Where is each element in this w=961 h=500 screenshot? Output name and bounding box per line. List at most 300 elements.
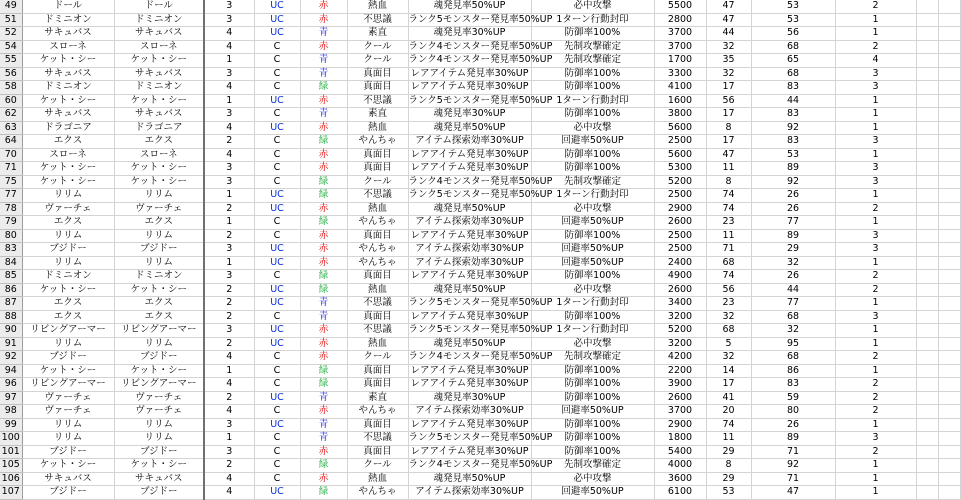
name-cell[interactable]: ケット・シー	[22, 364, 114, 378]
ability-cell[interactable]: 防御率100%	[531, 418, 654, 432]
rank-cell[interactable]: 3	[204, 445, 254, 459]
rarity-cell[interactable]: C	[254, 229, 300, 243]
base-name-cell[interactable]: サキュバス	[114, 108, 204, 122]
personality-cell[interactable]: やんちゃ	[347, 216, 408, 230]
ability-cell[interactable]: 回避率50%UP	[531, 256, 654, 270]
empty-cell[interactable]	[916, 135, 938, 149]
name-cell[interactable]: リリム	[22, 418, 114, 432]
base-name-cell[interactable]: リリム	[114, 337, 204, 351]
count-cell[interactable]: 1	[835, 189, 916, 203]
hp-cell[interactable]: 3800	[654, 108, 706, 122]
stat-b-cell[interactable]: 53	[751, 0, 835, 13]
name-cell[interactable]: リリム	[22, 229, 114, 243]
stat-b-cell[interactable]: 71	[751, 472, 835, 486]
row-header[interactable]: 99	[0, 418, 22, 432]
rank-cell[interactable]: 4	[204, 121, 254, 135]
row-header[interactable]: 71	[0, 162, 22, 176]
personality-cell[interactable]: 真面目	[347, 148, 408, 162]
color-cell[interactable]: 緑	[300, 175, 347, 189]
empty-cell[interactable]	[916, 459, 938, 473]
empty-cell[interactable]	[916, 324, 938, 338]
ability-cell[interactable]: 防御率100%	[531, 148, 654, 162]
rarity-cell[interactable]: C	[254, 135, 300, 149]
stat-a-cell[interactable]: 68	[706, 324, 751, 338]
stat-a-cell[interactable]: 35	[706, 54, 751, 68]
name-cell[interactable]: エクス	[22, 297, 114, 311]
color-cell[interactable]: 青	[300, 108, 347, 122]
personality-cell[interactable]: 不思議	[347, 189, 408, 203]
count-cell[interactable]: 2	[835, 40, 916, 54]
base-name-cell[interactable]: ドミニオン	[114, 81, 204, 95]
rarity-cell[interactable]: C	[254, 351, 300, 365]
ability-cell[interactable]: 先制攻撃確定	[531, 351, 654, 365]
empty-cell[interactable]	[938, 324, 960, 338]
hp-cell[interactable]: 5300	[654, 162, 706, 176]
count-cell[interactable]: 1	[835, 418, 916, 432]
hp-cell[interactable]: 2500	[654, 229, 706, 243]
rarity-cell[interactable]: UC	[254, 283, 300, 297]
personality-cell[interactable]: やんちゃ	[347, 405, 408, 419]
skill-cell[interactable]: ランク4モンスター発見率50%UP	[408, 459, 553, 471]
rarity-cell[interactable]: UC	[254, 27, 300, 41]
rank-cell[interactable]: 3	[204, 108, 254, 122]
color-cell[interactable]: 赤	[300, 148, 347, 162]
ability-cell[interactable]: 防御率100%	[531, 391, 654, 405]
hp-cell[interactable]: 5200	[654, 175, 706, 189]
base-name-cell[interactable]: ヴァーチェ	[114, 405, 204, 419]
empty-cell[interactable]	[916, 472, 938, 486]
personality-cell[interactable]: 熱血	[347, 121, 408, 135]
name-cell[interactable]: ドラゴニア	[22, 121, 114, 135]
base-name-cell[interactable]: エクス	[114, 216, 204, 230]
empty-cell[interactable]	[916, 405, 938, 419]
personality-cell[interactable]: 素直	[347, 27, 408, 41]
color-cell[interactable]: 緑	[300, 459, 347, 473]
personality-cell[interactable]: やんちゃ	[347, 256, 408, 270]
rarity-cell[interactable]: C	[254, 108, 300, 122]
rank-cell[interactable]: 3	[204, 418, 254, 432]
rarity-cell[interactable]: C	[254, 364, 300, 378]
color-cell[interactable]: 赤	[300, 162, 347, 176]
personality-cell[interactable]: 不思議	[347, 94, 408, 108]
skill-cell[interactable]: アイテム探索効率30%UP	[408, 486, 531, 500]
rarity-cell[interactable]: UC	[254, 256, 300, 270]
personality-cell[interactable]: クール	[347, 54, 408, 68]
personality-cell[interactable]: 真面目	[347, 445, 408, 459]
stat-b-cell[interactable]: 92	[751, 459, 835, 473]
color-cell[interactable]: 緑	[300, 216, 347, 230]
name-cell[interactable]: ブジドー	[22, 351, 114, 365]
empty-cell[interactable]	[916, 13, 938, 27]
stat-b-cell[interactable]: 68	[751, 40, 835, 54]
count-cell[interactable]: 1	[835, 121, 916, 135]
name-cell[interactable]: ブジドー	[22, 243, 114, 257]
row-header[interactable]: 55	[0, 54, 22, 68]
name-cell[interactable]: ドミニオン	[22, 81, 114, 95]
name-cell[interactable]: ヴァーチェ	[22, 202, 114, 216]
rarity-cell[interactable]: UC	[254, 13, 300, 27]
count-cell[interactable]: 1	[835, 324, 916, 338]
row-header[interactable]: 64	[0, 135, 22, 149]
color-cell[interactable]: 赤	[300, 324, 347, 338]
stat-b-cell[interactable]: 59	[751, 391, 835, 405]
row-header[interactable]: 106	[0, 472, 22, 486]
ability-cell[interactable]: 回避率50%UP	[531, 135, 654, 149]
rank-cell[interactable]: 4	[204, 351, 254, 365]
name-cell[interactable]: ブジドー	[22, 445, 114, 459]
base-name-cell[interactable]: スローネ	[114, 148, 204, 162]
stat-b-cell[interactable]: 44	[751, 94, 835, 108]
skill-cell[interactable]: 魂発見率50%UP	[408, 337, 531, 351]
hp-cell[interactable]: 5200	[654, 324, 706, 338]
stat-b-cell[interactable]: 26	[751, 202, 835, 216]
rarity-cell[interactable]: C	[254, 378, 300, 392]
count-cell[interactable]: 2	[835, 0, 916, 13]
hp-cell[interactable]: 2500	[654, 189, 706, 203]
color-cell[interactable]: 緑	[300, 283, 347, 297]
color-cell[interactable]: 緑	[300, 378, 347, 392]
count-cell[interactable]: 1	[835, 486, 916, 500]
personality-cell[interactable]: クール	[347, 351, 408, 365]
base-name-cell[interactable]: ヴァーチェ	[114, 202, 204, 216]
stat-b-cell[interactable]: 86	[751, 364, 835, 378]
empty-cell[interactable]	[916, 351, 938, 365]
hp-cell[interactable]: 5600	[654, 148, 706, 162]
stat-a-cell[interactable]: 17	[706, 135, 751, 149]
ability-cell[interactable]: 必中攻撃	[531, 283, 654, 297]
row-header[interactable]: 80	[0, 229, 22, 243]
name-cell[interactable]: リリム	[22, 189, 114, 203]
ability-cell[interactable]: 先制攻撃確定	[531, 459, 654, 473]
rarity-cell[interactable]: C	[254, 175, 300, 189]
stat-a-cell[interactable]: 47	[706, 13, 751, 27]
personality-cell[interactable]: 真面目	[347, 418, 408, 432]
row-header[interactable]: 88	[0, 310, 22, 324]
ability-cell[interactable]: 1ターン行動封印	[531, 13, 654, 27]
empty-cell[interactable]	[938, 337, 960, 351]
name-cell[interactable]: ケット・シー	[22, 54, 114, 68]
empty-cell[interactable]	[916, 297, 938, 311]
name-cell[interactable]: ケット・シー	[22, 175, 114, 189]
empty-cell[interactable]	[938, 175, 960, 189]
rank-cell[interactable]: 3	[204, 67, 254, 81]
rank-cell[interactable]: 1	[204, 189, 254, 203]
rank-cell[interactable]: 2	[204, 459, 254, 473]
skill-cell[interactable]: 魂発見率50%UP	[408, 202, 531, 216]
skill-cell[interactable]: アイテム探索効率30%UP	[408, 256, 531, 270]
color-cell[interactable]: 青	[300, 418, 347, 432]
name-cell[interactable]: リビングアーマー	[22, 378, 114, 392]
ability-cell[interactable]: 必中攻撃	[531, 472, 654, 486]
stat-a-cell[interactable]: 17	[706, 108, 751, 122]
ability-cell[interactable]: 1ターン行動封印	[531, 94, 654, 108]
base-name-cell[interactable]: ブジドー	[114, 445, 204, 459]
stat-a-cell[interactable]: 53	[706, 486, 751, 500]
base-name-cell[interactable]: リリム	[114, 256, 204, 270]
row-header[interactable]: 83	[0, 243, 22, 257]
row-header[interactable]: 49	[0, 0, 22, 13]
base-name-cell[interactable]: ケット・シー	[114, 459, 204, 473]
skill-cell[interactable]: アイテム探索効率30%UP	[408, 135, 531, 149]
skill-cell[interactable]: ランク4モンスター発見率50%UP	[408, 54, 553, 66]
personality-cell[interactable]: 不思議	[347, 297, 408, 311]
stat-b-cell[interactable]: 83	[751, 81, 835, 95]
name-cell[interactable]: ブジドー	[22, 486, 114, 500]
row-header[interactable]: 60	[0, 94, 22, 108]
ability-cell[interactable]: 防御率100%	[531, 378, 654, 392]
rarity-cell[interactable]: C	[254, 148, 300, 162]
count-cell[interactable]: 1	[835, 13, 916, 27]
personality-cell[interactable]: やんちゃ	[347, 135, 408, 149]
color-cell[interactable]: 赤	[300, 405, 347, 419]
ability-cell[interactable]: 必中攻撃	[531, 0, 654, 13]
stat-b-cell[interactable]: 80	[751, 405, 835, 419]
hp-cell[interactable]: 2900	[654, 202, 706, 216]
count-cell[interactable]: 3	[835, 67, 916, 81]
skill-cell[interactable]: レアアイテム発見率30%UP	[408, 310, 531, 324]
stat-a-cell[interactable]: 29	[706, 445, 751, 459]
empty-cell[interactable]	[938, 0, 960, 13]
base-name-cell[interactable]: ヴァーチェ	[114, 391, 204, 405]
personality-cell[interactable]: 熱血	[347, 337, 408, 351]
rank-cell[interactable]: 1	[204, 94, 254, 108]
ability-cell[interactable]: 防御率100%	[531, 310, 654, 324]
personality-cell[interactable]: 真面目	[347, 364, 408, 378]
stat-b-cell[interactable]: 92	[751, 121, 835, 135]
color-cell[interactable]: 赤	[300, 229, 347, 243]
stat-b-cell[interactable]: 44	[751, 283, 835, 297]
stat-a-cell[interactable]: 32	[706, 310, 751, 324]
base-name-cell[interactable]: リリム	[114, 418, 204, 432]
count-cell[interactable]: 2	[835, 405, 916, 419]
ability-cell[interactable]: 必中攻撃	[531, 121, 654, 135]
empty-cell[interactable]	[916, 256, 938, 270]
skill-cell[interactable]: アイテム探索効率30%UP	[408, 243, 531, 257]
stat-a-cell[interactable]: 11	[706, 162, 751, 176]
personality-cell[interactable]: 素直	[347, 391, 408, 405]
row-header[interactable]: 70	[0, 148, 22, 162]
empty-cell[interactable]	[938, 81, 960, 95]
personality-cell[interactable]: 不思議	[347, 13, 408, 27]
empty-cell[interactable]	[916, 432, 938, 446]
rank-cell[interactable]: 3	[204, 243, 254, 257]
stat-a-cell[interactable]: 71	[706, 243, 751, 257]
color-cell[interactable]: 緑	[300, 270, 347, 284]
empty-cell[interactable]	[916, 175, 938, 189]
empty-cell[interactable]	[938, 405, 960, 419]
ability-cell[interactable]: 回避率50%UP	[531, 405, 654, 419]
hp-cell[interactable]: 2600	[654, 216, 706, 230]
hp-cell[interactable]: 3300	[654, 67, 706, 81]
count-cell[interactable]: 1	[835, 148, 916, 162]
base-name-cell[interactable]: ドール	[114, 0, 204, 13]
skill-cell[interactable]: レアアイテム発見率30%UP	[408, 162, 531, 176]
count-cell[interactable]: 1	[835, 216, 916, 230]
skill-cell[interactable]: ランク5モンスター発見率50%UP	[408, 189, 553, 201]
color-cell[interactable]: 青	[300, 27, 347, 41]
personality-cell[interactable]: クール	[347, 175, 408, 189]
empty-cell[interactable]	[916, 94, 938, 108]
base-name-cell[interactable]: リリム	[114, 189, 204, 203]
name-cell[interactable]: リリム	[22, 256, 114, 270]
rarity-cell[interactable]: C	[254, 459, 300, 473]
row-header[interactable]: 75	[0, 175, 22, 189]
count-cell[interactable]: 3	[835, 243, 916, 257]
color-cell[interactable]: 緑	[300, 189, 347, 203]
hp-cell[interactable]: 3600	[654, 472, 706, 486]
count-cell[interactable]: 2	[835, 270, 916, 284]
skill-cell[interactable]: アイテム探索効率30%UP	[408, 405, 531, 419]
base-name-cell[interactable]: エクス	[114, 310, 204, 324]
hp-cell[interactable]: 2600	[654, 391, 706, 405]
personality-cell[interactable]: 真面目	[347, 162, 408, 176]
empty-cell[interactable]	[916, 337, 938, 351]
color-cell[interactable]: 青	[300, 67, 347, 81]
hp-cell[interactable]: 4200	[654, 351, 706, 365]
hp-cell[interactable]: 2500	[654, 135, 706, 149]
empty-cell[interactable]	[938, 351, 960, 365]
ability-cell[interactable]: 防御率100%	[531, 445, 654, 459]
rarity-cell[interactable]: C	[254, 216, 300, 230]
color-cell[interactable]: 赤	[300, 337, 347, 351]
skill-cell[interactable]: レアアイテム発見率30%UP	[408, 378, 531, 392]
count-cell[interactable]: 3	[835, 229, 916, 243]
empty-cell[interactable]	[938, 486, 960, 500]
stat-a-cell[interactable]: 8	[706, 175, 751, 189]
skill-cell[interactable]: レアアイテム発見率30%UP	[408, 418, 531, 432]
personality-cell[interactable]: クール	[347, 40, 408, 54]
ability-cell[interactable]: 防御率100%	[531, 270, 654, 284]
stat-b-cell[interactable]: 32	[751, 324, 835, 338]
base-name-cell[interactable]: リビングアーマー	[114, 324, 204, 338]
empty-cell[interactable]	[938, 472, 960, 486]
color-cell[interactable]: 緑	[300, 135, 347, 149]
color-cell[interactable]: 青	[300, 310, 347, 324]
ability-cell[interactable]: 防御率100%	[531, 67, 654, 81]
personality-cell[interactable]: 不思議	[347, 324, 408, 338]
stat-b-cell[interactable]: 26	[751, 270, 835, 284]
name-cell[interactable]: エクス	[22, 216, 114, 230]
empty-cell[interactable]	[938, 108, 960, 122]
rank-cell[interactable]: 4	[204, 81, 254, 95]
base-name-cell[interactable]: エクス	[114, 297, 204, 311]
personality-cell[interactable]: 真面目	[347, 378, 408, 392]
empty-cell[interactable]	[938, 148, 960, 162]
hp-cell[interactable]: 3700	[654, 27, 706, 41]
rank-cell[interactable]: 3	[204, 162, 254, 176]
ability-cell[interactable]: 防御率100%	[531, 27, 654, 41]
row-header[interactable]: 51	[0, 13, 22, 27]
stat-a-cell[interactable]: 74	[706, 189, 751, 203]
rank-cell[interactable]: 3	[204, 175, 254, 189]
row-header[interactable]: 92	[0, 351, 22, 365]
count-cell[interactable]: 2	[835, 202, 916, 216]
empty-cell[interactable]	[938, 459, 960, 473]
row-header[interactable]: 52	[0, 27, 22, 41]
rank-cell[interactable]: 2	[204, 391, 254, 405]
personality-cell[interactable]: 真面目	[347, 229, 408, 243]
rank-cell[interactable]: 3	[204, 324, 254, 338]
empty-cell[interactable]	[938, 27, 960, 41]
row-header[interactable]: 101	[0, 445, 22, 459]
empty-cell[interactable]	[938, 297, 960, 311]
count-cell[interactable]: 3	[835, 175, 916, 189]
name-cell[interactable]: サキュバス	[22, 67, 114, 81]
base-name-cell[interactable]: ケット・シー	[114, 175, 204, 189]
count-cell[interactable]: 3	[835, 162, 916, 176]
empty-cell[interactable]	[938, 243, 960, 257]
hp-cell[interactable]: 3700	[654, 405, 706, 419]
count-cell[interactable]: 3	[835, 432, 916, 446]
base-name-cell[interactable]: ブジドー	[114, 351, 204, 365]
empty-cell[interactable]	[938, 216, 960, 230]
stat-b-cell[interactable]: 47	[751, 486, 835, 500]
stat-a-cell[interactable]: 74	[706, 202, 751, 216]
hp-cell[interactable]: 1700	[654, 54, 706, 68]
personality-cell[interactable]: 熱血	[347, 202, 408, 216]
rank-cell[interactable]: 3	[204, 0, 254, 13]
base-name-cell[interactable]: サキュバス	[114, 27, 204, 41]
hp-cell[interactable]: 1600	[654, 94, 706, 108]
rarity-cell[interactable]: C	[254, 54, 300, 68]
empty-cell[interactable]	[916, 189, 938, 203]
count-cell[interactable]: 2	[835, 445, 916, 459]
rank-cell[interactable]: 4	[204, 148, 254, 162]
rank-cell[interactable]: 2	[204, 135, 254, 149]
empty-cell[interactable]	[916, 378, 938, 392]
row-header[interactable]: 91	[0, 337, 22, 351]
empty-cell[interactable]	[938, 94, 960, 108]
skill-cell[interactable]: ランク5モンスター発見率50%UP	[408, 94, 553, 106]
skill-cell[interactable]: ランク4モンスター発見率50%UP	[408, 351, 553, 363]
base-name-cell[interactable]: ドラゴニア	[114, 121, 204, 135]
empty-cell[interactable]	[916, 243, 938, 257]
base-name-cell[interactable]: ブジドー	[114, 486, 204, 500]
skill-cell[interactable]: ランク4モンスター発見率50%UP	[408, 40, 553, 52]
ability-cell[interactable]: 防御率100%	[531, 81, 654, 95]
base-name-cell[interactable]: ドミニオン	[114, 270, 204, 284]
color-cell[interactable]: 赤	[300, 472, 347, 486]
stat-b-cell[interactable]: 32	[751, 256, 835, 270]
rank-cell[interactable]: 2	[204, 283, 254, 297]
count-cell[interactable]: 1	[835, 297, 916, 311]
skill-cell[interactable]: ランク5モンスター発見率50%UP	[408, 297, 553, 309]
rarity-cell[interactable]: C	[254, 270, 300, 284]
stat-a-cell[interactable]: 32	[706, 351, 751, 365]
row-header[interactable]: 96	[0, 378, 22, 392]
name-cell[interactable]: リビングアーマー	[22, 324, 114, 338]
empty-cell[interactable]	[916, 81, 938, 95]
hp-cell[interactable]: 3900	[654, 378, 706, 392]
count-cell[interactable]: 2	[835, 283, 916, 297]
stat-b-cell[interactable]: 53	[751, 13, 835, 27]
empty-cell[interactable]	[938, 121, 960, 135]
skill-cell[interactable]: レアアイテム発見率30%UP	[408, 364, 531, 378]
skill-cell[interactable]: 魂発見率30%UP	[408, 108, 531, 122]
rarity-cell[interactable]: C	[254, 432, 300, 446]
hp-cell[interactable]: 2500	[654, 243, 706, 257]
count-cell[interactable]: 1	[835, 337, 916, 351]
stat-b-cell[interactable]: 77	[751, 297, 835, 311]
personality-cell[interactable]: 真面目	[347, 310, 408, 324]
stat-a-cell[interactable]: 44	[706, 27, 751, 41]
empty-cell[interactable]	[916, 391, 938, 405]
skill-cell[interactable]: 魂発見率50%UP	[408, 121, 531, 135]
rank-cell[interactable]: 3	[204, 13, 254, 27]
rarity-cell[interactable]: UC	[254, 189, 300, 203]
row-header[interactable]: 100	[0, 432, 22, 446]
base-name-cell[interactable]: サキュバス	[114, 67, 204, 81]
